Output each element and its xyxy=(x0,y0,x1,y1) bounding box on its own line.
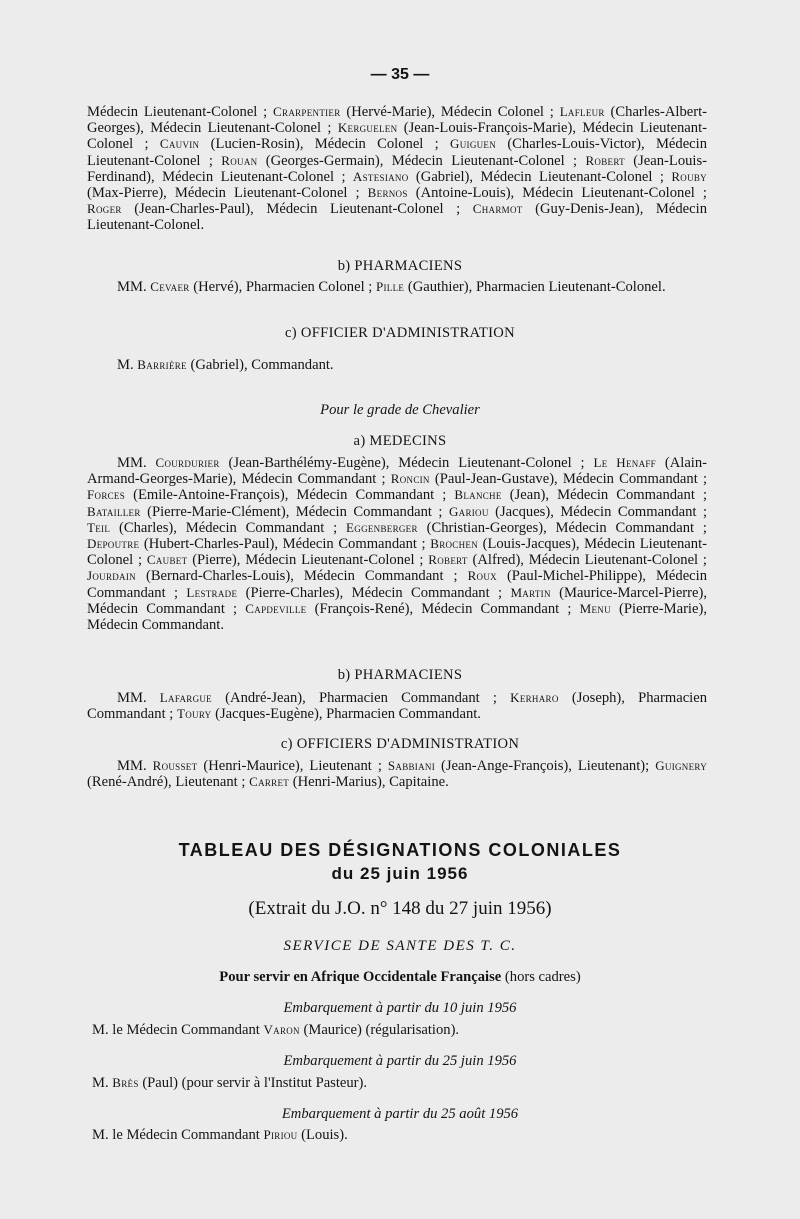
surname: Blanche xyxy=(454,487,502,503)
text-segment: (Hervé-Marie), Médecin Colonel ; xyxy=(340,104,560,120)
surname: Toury xyxy=(177,706,212,722)
surname: Bernos xyxy=(367,185,408,201)
text-segment: (Lucien-Rosin), Médecin Colonel ; xyxy=(199,136,451,153)
surname: Pille xyxy=(375,279,405,294)
surname: Rousset xyxy=(152,758,198,773)
surname: Kerguelen xyxy=(337,120,398,136)
text-segment: M. le Médecin Commandant xyxy=(92,1022,264,1038)
text-segment: (Pierre-Marie), Médecin Commandant. xyxy=(87,600,707,634)
text-segment: MM. xyxy=(117,279,151,295)
surname: Rouby xyxy=(671,168,707,184)
table-title: TABLEAU DES DÉSIGNATIONS COLONIALES xyxy=(178,840,622,860)
administration-heading-2: c) OFFICIERS D'ADMINISTRATION xyxy=(280,736,520,752)
text-segment: (Georges-Germain), Médecin Lieutenant-Colonel ; xyxy=(257,152,586,169)
surname: Teil xyxy=(87,519,111,535)
administration-paragraph-2 xyxy=(87,758,707,790)
text-segment: M. xyxy=(92,1075,113,1091)
text-segment: (Charles-Albert-Georges), Médecin Lieutenant-Colonel ; xyxy=(87,104,707,137)
surname: Guiguen xyxy=(450,136,497,152)
text-segment: (Jean-Louis-Ferdinand), Médecin Lieutenant-Colonel ; xyxy=(87,152,708,185)
text-segment: (Christian-Georges), Médecin Commandant ; xyxy=(417,519,707,536)
surname: Crarpentier xyxy=(273,104,341,119)
surname: Brochen xyxy=(430,536,478,552)
text-segment: (Guy-Denis-Jean), Médecin Lieutenant-Colonel. xyxy=(87,201,707,234)
text-segment: MM. xyxy=(117,758,153,774)
text-segment: (Hubert-Charles-Paul), Médecin Commandant ; xyxy=(139,536,431,553)
pharmaciens-paragraph-1 xyxy=(87,279,707,295)
text-segment: (Gabriel), Commandant. xyxy=(186,357,334,373)
surname: Depoutre xyxy=(87,536,140,552)
serve-heading-rest: (hors cadres) xyxy=(501,969,581,985)
pharmaciens-heading-2: b) PHARMACIENS xyxy=(337,667,463,683)
text-segment: (Hervé), Pharmacien Colonel ; xyxy=(189,279,376,295)
surname: Le Henaff xyxy=(593,455,656,470)
surname: Capdeville xyxy=(245,600,307,616)
embarkation-1-line xyxy=(92,1022,459,1039)
text-segment: (Emile-Antoine-François), Médecin Commandant ; xyxy=(125,487,455,504)
surname: Robert xyxy=(428,552,468,568)
text-segment: (Gauthier), Pharmacien Lieutenant-Colonel. xyxy=(404,279,666,295)
text-segment: (Pierre), Médecin Lieutenant-Colonel ; xyxy=(187,552,429,569)
extract-reference: (Extrait du J.O. n° 148 du 27 juin 1956) xyxy=(248,898,552,919)
surname: Lafargue xyxy=(159,690,212,705)
text-segment: (Charles), Médecin Commandant ; xyxy=(110,519,347,536)
text-segment: MM. xyxy=(117,690,160,706)
text-segment: (Max-Pierre), Médecin Lieutenant-Colonel ; xyxy=(87,185,368,202)
administration-paragraph-1 xyxy=(87,357,707,373)
text-segment: (Pierre-Marie-Clément), Médecin Commandant ; xyxy=(140,503,449,520)
text-segment: (Paul-Jean-Gustave), Médecin Commandant ; xyxy=(429,471,707,488)
text-segment: (Charles-Louis-Victor), Médecin Lieutenant-Colonel ; xyxy=(87,136,708,169)
text-segment: (René-André), Lieutenant ; xyxy=(87,774,250,791)
embarkation-1-heading: Embarquement à partir du 10 juin 1956 xyxy=(283,1000,517,1016)
medecins-heading-2: a) MEDECINS xyxy=(353,433,447,449)
text-segment: (Paul-Michel-Philippe), Médecin Commandant ; xyxy=(87,568,708,601)
pharmaciens-paragraph-2 xyxy=(87,690,707,722)
text-segment: MM. xyxy=(117,455,156,471)
surname: Kerharo xyxy=(510,690,559,705)
embarkation-2-line xyxy=(92,1075,367,1092)
medecins-paragraph-2 xyxy=(87,455,707,633)
surname: Martin xyxy=(510,584,551,600)
text-segment: (Jean-Louis-François-Marie), Médecin Lieutenant-Colonel ; xyxy=(87,120,707,153)
text-segment: (Henri-Maurice), Lieutenant ; xyxy=(197,758,388,774)
text-segment: (Jacques-Eugène), Pharmacien Commandant. xyxy=(211,706,481,723)
embarkation-2-heading: Embarquement à partir du 25 juin 1956 xyxy=(283,1053,517,1069)
surname: Roncin xyxy=(390,471,430,487)
text-segment: M. xyxy=(117,357,138,373)
text-segment: (Jean), Médecin Commandant ; xyxy=(501,487,708,504)
embarkation-3-line xyxy=(92,1127,348,1144)
surname: Lestrade xyxy=(186,584,238,600)
surname: Courdurier xyxy=(155,455,220,470)
text-segment: Médecin Lieutenant-Colonel ; xyxy=(87,104,274,120)
surname: Forces xyxy=(87,487,126,503)
serve-heading-bold: Pour servir en Afrique Occidentale Française xyxy=(219,969,502,985)
text-segment: M. le Médecin Commandant xyxy=(92,1127,264,1143)
text-segment: (Bernard-Charles-Louis), Médecin Commandant ; xyxy=(135,568,468,585)
text-segment: (François-René), Médecin Commandant ; xyxy=(306,600,580,617)
administration-heading-1: c) OFFICIER D'ADMINISTRATION xyxy=(285,325,515,341)
text-segment: (Jean-Barthélémy-Eugène), Médecin Lieutenant-Colonel ; xyxy=(219,455,594,471)
text-segment: (Jacques), Médecin Commandant ; xyxy=(488,503,707,520)
surname: Eggenberger xyxy=(346,519,418,535)
surname: Guignery xyxy=(655,758,707,773)
text-segment: (Jean-Ange-François), Lieutenant); xyxy=(435,758,656,774)
embarkation-3-heading: Embarquement à partir du 25 août 1956 xyxy=(281,1106,519,1122)
pharmaciens-heading-1: b) PHARMACIENS xyxy=(337,258,463,274)
text-segment: (Joseph), Pharmacien Commandant ; xyxy=(87,690,707,723)
surname: Roux xyxy=(467,568,497,584)
serve-heading xyxy=(0,969,800,986)
surname: Gariou xyxy=(448,503,489,519)
surname: Lafleur xyxy=(559,104,605,119)
text-segment: (André-Jean), Pharmacien Commandant ; xyxy=(211,690,511,706)
surname: Piriou xyxy=(263,1127,298,1142)
page-number: — 35 — xyxy=(370,66,430,83)
surname: Astesiano xyxy=(352,168,409,184)
chevalier-heading: Pour le grade de Chevalier xyxy=(320,402,480,418)
text-segment: (Louis-Jacques), Médecin Lieutenant-Colonel ; xyxy=(87,536,707,569)
surname: Sabbiani xyxy=(387,758,436,773)
text-segment: (Gabriel), Médecin Lieutenant-Colonel ; xyxy=(408,168,672,185)
top-paragraph xyxy=(87,104,707,234)
text-segment: (Alfred), Médecin Lieutenant-Colonel ; xyxy=(467,552,707,569)
service-heading: SERVICE DE SANTE DES T. C. xyxy=(283,938,517,954)
text-segment: (Pierre-Charles), Médecin Commandant ; xyxy=(237,584,511,601)
text-segment: (Louis). xyxy=(297,1127,348,1143)
surname: Caubet xyxy=(146,552,188,568)
surname: Cauvin xyxy=(159,136,200,152)
text-segment: (Alain-Armand-Georges-Marie), Médecin Commandant ; xyxy=(87,455,708,488)
text-segment: (Maurice) (régularisation). xyxy=(299,1022,460,1038)
text-segment: (Paul) (pour servir à l'Institut Pasteur). xyxy=(138,1075,368,1091)
surname: Charmot xyxy=(472,201,523,217)
surname: Robert xyxy=(585,152,625,168)
surname: Batailler xyxy=(87,503,141,519)
text-segment: (Henri-Marius), Capitaine. xyxy=(289,774,449,791)
table-date: du 25 juin 1956 xyxy=(331,864,469,883)
surname: Varon xyxy=(263,1022,300,1037)
surname: Cevaer xyxy=(150,279,190,294)
text-segment: (Jean-Charles-Paul), Médecin Lieutenant-Colonel ; xyxy=(121,201,473,218)
surname: Brès xyxy=(112,1075,139,1090)
text-segment: (Antoine-Louis), Médecin Lieutenant-Colonel ; xyxy=(407,185,707,202)
text-segment: (Maurice-Marcel-Pierre), Médecin Commandant ; xyxy=(87,584,707,617)
surname: Jourdain xyxy=(87,568,136,584)
surname: Barrière xyxy=(137,357,187,372)
surname: Rouan xyxy=(221,152,258,168)
surname: Roger xyxy=(87,201,122,217)
surname: Menu xyxy=(579,600,611,616)
surname: Carret xyxy=(249,774,290,790)
